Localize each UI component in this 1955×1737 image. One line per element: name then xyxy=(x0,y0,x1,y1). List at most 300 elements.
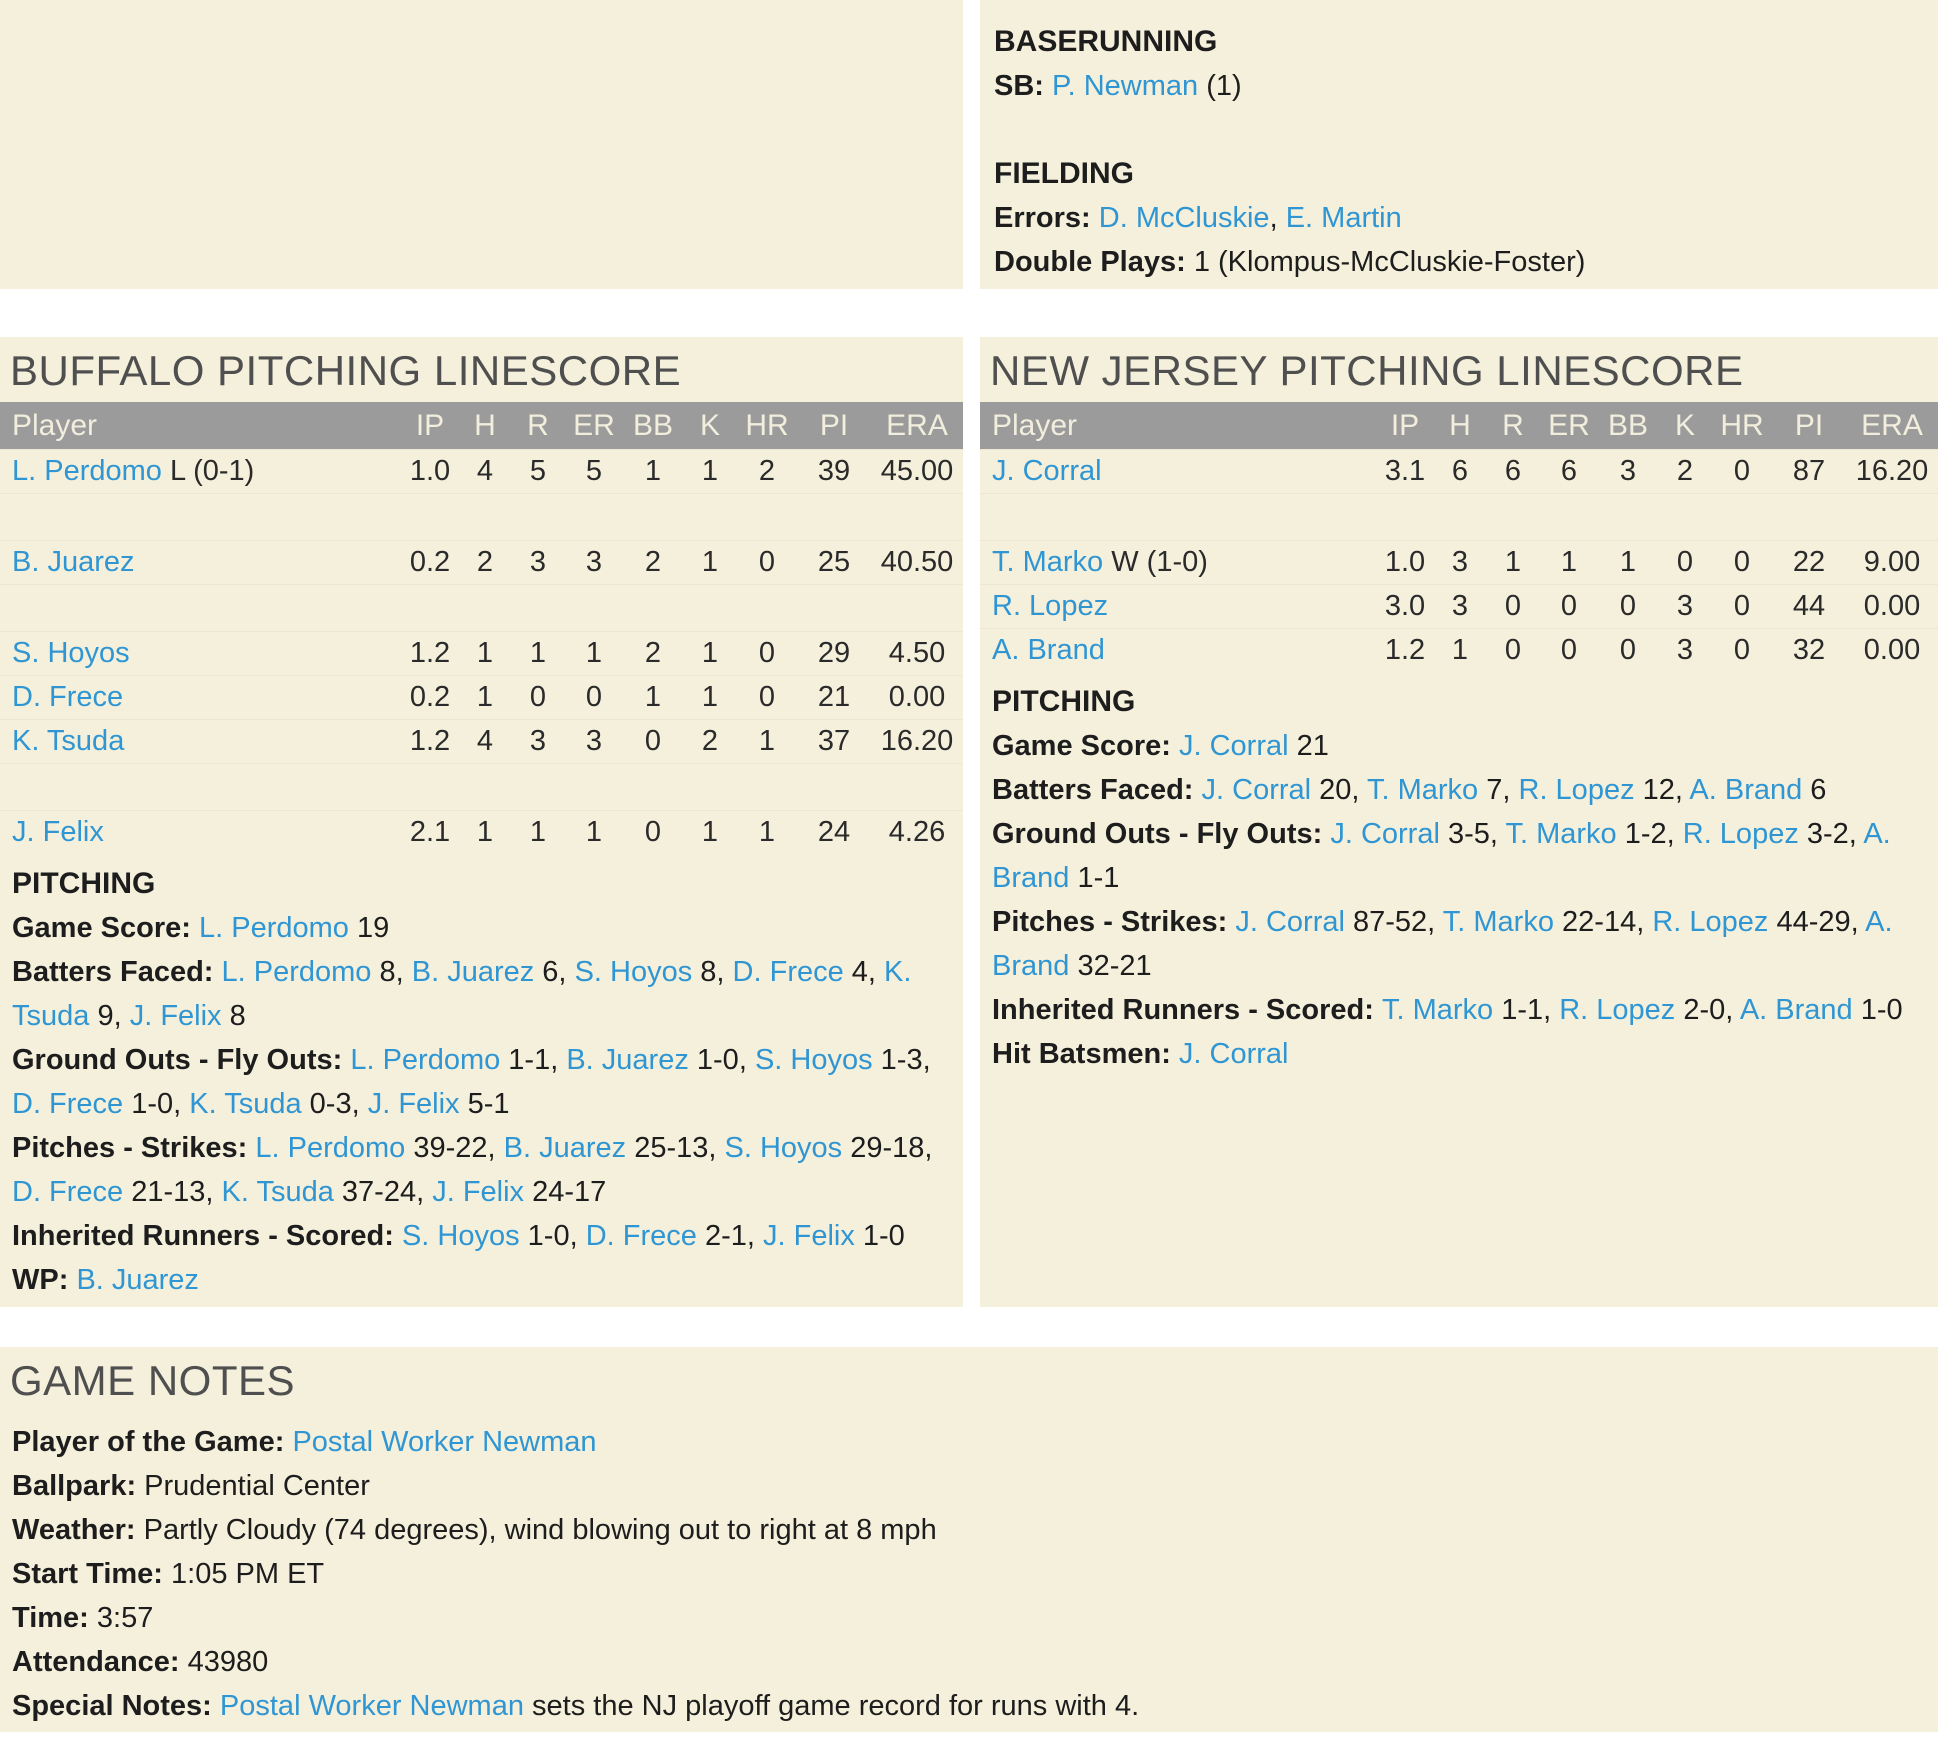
player-link[interactable]: A. Brand xyxy=(992,818,1891,894)
stat-cell: 0 xyxy=(1619,634,1637,666)
column-header: K xyxy=(699,408,720,442)
column-header: PI xyxy=(1794,408,1824,442)
stat-cell: 3.1 xyxy=(1384,455,1426,487)
stat-text: 32-21 xyxy=(1069,950,1152,982)
stat-text: 43980 xyxy=(187,1646,269,1678)
player-link[interactable]: A. Brand xyxy=(1689,774,1803,806)
player-link[interactable]: J. Felix xyxy=(129,1000,222,1032)
baserunning-fielding-panel xyxy=(980,0,1938,289)
stat-text: 9, xyxy=(89,1000,130,1032)
stat-text: 1-1, xyxy=(500,1044,567,1076)
player-link[interactable]: T. Marko xyxy=(1442,906,1554,938)
empty-row xyxy=(980,493,1938,540)
empty-row xyxy=(0,493,963,540)
stolen-bases-line xyxy=(994,64,1924,108)
result-decoration: L (0-1) xyxy=(161,455,255,487)
stat-cell: 0 xyxy=(1619,590,1637,622)
player-link[interactable]: P. Newman xyxy=(1052,70,1199,102)
stat-cell: 1 xyxy=(476,816,494,848)
stat-line xyxy=(12,1684,1926,1728)
pitcher-row xyxy=(0,810,963,854)
stat-text: 21-13, xyxy=(123,1176,222,1208)
player-link[interactable]: B. Juarez xyxy=(411,956,535,988)
player-link[interactable]: B. Juarez xyxy=(503,1132,627,1164)
stat-text: 19 xyxy=(348,912,390,944)
stat-text: 8, xyxy=(371,956,412,988)
stat-cell: 1 xyxy=(701,681,719,713)
player-link[interactable]: S. Hoyos xyxy=(724,1132,843,1164)
stat-text: 0-3, xyxy=(301,1088,368,1120)
stat-line xyxy=(12,906,951,950)
column-header: R xyxy=(1502,408,1524,442)
linescore-header xyxy=(980,402,1938,449)
stat-cell: 0 xyxy=(1504,590,1522,622)
stat-line xyxy=(12,1126,951,1214)
player-link[interactable]: E. Martin xyxy=(1285,202,1402,234)
pitcher-row xyxy=(980,584,1938,628)
stat-text: 3-2, xyxy=(1798,818,1864,850)
pitcher-row xyxy=(0,449,963,493)
player-link[interactable]: D. Frece xyxy=(585,1220,697,1252)
player-link[interactable]: T. Marko xyxy=(992,546,1104,578)
player-link[interactable]: S. Hoyos xyxy=(574,956,693,988)
pitcher-row xyxy=(0,631,963,675)
stat-cell: 6 xyxy=(1504,455,1522,487)
column-header: HR xyxy=(745,408,789,442)
stat-cell: 0 xyxy=(1733,455,1751,487)
player-link[interactable]: B. Juarez xyxy=(76,1264,199,1296)
stat-label: Pitches - Strikes: xyxy=(12,1132,256,1164)
pitcher-row xyxy=(980,628,1938,672)
stat-cell: 0.00 xyxy=(1863,634,1921,666)
stat-cell: 37 xyxy=(817,725,851,757)
pitcher-row xyxy=(0,675,963,719)
stat-line xyxy=(12,1420,1926,1464)
stat-label: Pitches - Strikes: xyxy=(992,906,1236,938)
player-cell xyxy=(0,681,401,714)
stat-cell: 3 xyxy=(1676,634,1694,666)
stat-cell: 40.50 xyxy=(880,546,954,578)
stat-label: Special Notes: xyxy=(12,1690,220,1722)
stat-line xyxy=(12,1508,1926,1552)
stat-text: 3-5, xyxy=(1439,818,1506,850)
player-link[interactable]: D. Frece xyxy=(12,681,124,713)
stat-cell: 0 xyxy=(758,637,776,669)
stat-label: Attendance: xyxy=(12,1646,188,1678)
player-link[interactable]: S. Hoyos xyxy=(12,637,130,669)
stat-cell: 2 xyxy=(701,725,719,757)
player-link[interactable]: L. Perdomo xyxy=(255,1132,406,1164)
empty-row xyxy=(0,763,963,810)
stat-text: 24-17 xyxy=(524,1176,607,1208)
stat-cell: 0 xyxy=(1504,634,1522,666)
column-header: Player xyxy=(12,408,98,442)
player-cell xyxy=(0,637,401,670)
stat-cell: 1.0 xyxy=(1384,546,1426,578)
stat-cell: 4 xyxy=(476,455,494,487)
stat-cell: 4 xyxy=(476,725,494,757)
stat-cell: 1 xyxy=(529,637,547,669)
stat-label: Batters Faced: xyxy=(992,774,1202,806)
stat-cell: 1 xyxy=(1504,546,1522,578)
stat-text: 1-3, xyxy=(872,1044,931,1076)
stat-label: Game Score: xyxy=(12,912,199,944)
stat-text: 1-1, xyxy=(1493,994,1560,1026)
stat-text: 8 xyxy=(221,1000,246,1032)
stat-line xyxy=(992,900,1926,988)
stat-cell: 0 xyxy=(1560,590,1578,622)
stat-text: Partly Cloudy (74 degrees), wind blowing out to right at 8 mph xyxy=(143,1514,937,1546)
player-link[interactable]: D. Frece xyxy=(12,1088,124,1120)
player-link[interactable]: D. McCluskie xyxy=(1098,202,1270,234)
stat-cell: 1.2 xyxy=(1384,634,1426,666)
stat-cell: 5 xyxy=(585,455,603,487)
player-link[interactable]: J. Corral xyxy=(1330,818,1440,850)
new-jersey-pitching-details xyxy=(980,672,1938,1076)
stat-cell: 3 xyxy=(585,546,603,578)
stat-cell: 1 xyxy=(701,455,719,487)
stat-cell: 0.00 xyxy=(1863,590,1921,622)
stat-cell: 2 xyxy=(758,455,776,487)
player-cell xyxy=(0,816,401,849)
stat-label: Errors: xyxy=(994,202,1099,234)
stat-text: 3:57 xyxy=(96,1602,154,1634)
stat-text: 1-0, xyxy=(123,1088,190,1120)
empty-row xyxy=(0,584,963,631)
stat-cell: 1 xyxy=(1560,546,1578,578)
column-header: BB xyxy=(1607,408,1649,442)
stat-cell: 0 xyxy=(1560,634,1578,666)
stat-cell: 0 xyxy=(644,816,662,848)
player-link[interactable]: J. Corral xyxy=(1235,906,1345,938)
stat-cell: 16.20 xyxy=(880,725,954,757)
stat-text: 6 xyxy=(1802,774,1827,806)
new-jersey-linescore-title: NEW JERSEY PITCHING LINESCORE xyxy=(990,347,1744,394)
player-link[interactable]: K. Tsuda xyxy=(12,956,912,1032)
column-header: ER xyxy=(573,408,615,442)
column-header: BB xyxy=(632,408,674,442)
stat-cell: 1 xyxy=(1619,546,1637,578)
stat-cell: 0 xyxy=(758,681,776,713)
stat-text: 1 (Klompus-McCluskie-Foster) xyxy=(1193,246,1586,278)
player-link[interactable]: J. Corral xyxy=(1178,730,1289,762)
stat-text: 1-0, xyxy=(519,1220,586,1252)
stat-line xyxy=(12,1552,1926,1596)
player-link[interactable]: A. Brand xyxy=(1739,994,1853,1026)
new-jersey-pitching-lines xyxy=(992,724,1926,1076)
stat-label: Inherited Runners - Scored: xyxy=(12,1220,402,1252)
player-link[interactable]: Postal Worker Newman xyxy=(292,1426,597,1458)
stat-cell: 3.0 xyxy=(1384,590,1426,622)
player-link[interactable]: T. Marko xyxy=(1367,774,1479,806)
player-link[interactable]: J. Felix xyxy=(367,1088,460,1120)
column-header: H xyxy=(1449,408,1471,442)
pitcher-row xyxy=(0,719,963,763)
stat-text: 1-2, xyxy=(1616,818,1683,850)
player-link[interactable]: J. Corral xyxy=(992,455,1102,487)
player-cell xyxy=(0,546,401,579)
stat-cell: 1 xyxy=(476,637,494,669)
stat-cell: 1 xyxy=(1451,634,1469,666)
stat-text: 1-0 xyxy=(1852,994,1903,1026)
stat-line xyxy=(992,1032,1926,1076)
stat-cell: 6 xyxy=(1560,455,1578,487)
stat-text: 8, xyxy=(692,956,733,988)
stat-line xyxy=(12,1258,951,1302)
stat-label: Player of the Game: xyxy=(12,1426,293,1458)
player-link[interactable]: J. Felix xyxy=(432,1176,525,1208)
stat-cell: 3 xyxy=(529,546,547,578)
stat-cell: 44 xyxy=(1792,590,1826,622)
stat-label: WP: xyxy=(12,1264,77,1296)
stat-label: Inherited Runners - Scored: xyxy=(992,994,1382,1026)
stat-cell: 2.1 xyxy=(409,816,451,848)
stat-text: 22-14, xyxy=(1553,906,1653,938)
stat-cell: 3 xyxy=(1619,455,1637,487)
player-link[interactable]: R. Lopez xyxy=(1518,774,1635,806)
stat-cell: 1.0 xyxy=(409,455,451,487)
player-link[interactable]: J. Felix xyxy=(763,1220,855,1252)
player-link[interactable]: L. Perdomo xyxy=(221,956,372,988)
linescore-header xyxy=(0,402,963,449)
stat-cell: 9.00 xyxy=(1863,546,1921,578)
stat-cell: 3 xyxy=(1676,590,1694,622)
player-link[interactable]: D. Frece xyxy=(12,1176,124,1208)
stat-cell: 3 xyxy=(1451,590,1469,622)
stat-text: 39-22, xyxy=(405,1132,504,1164)
player-cell xyxy=(980,546,1376,579)
stat-cell: 1 xyxy=(585,816,603,848)
player-link[interactable]: J. Corral xyxy=(1178,1038,1289,1070)
new-jersey-pitching-heading: PITCHING xyxy=(992,685,1136,718)
buffalo-pitching-lines xyxy=(12,906,951,1302)
stat-text: 29-18, xyxy=(842,1132,933,1164)
stat-cell: 5 xyxy=(529,455,547,487)
stat-text: 25-13, xyxy=(626,1132,725,1164)
stat-cell: 29 xyxy=(817,637,851,669)
game-notes-title: GAME NOTES xyxy=(10,1357,296,1404)
stat-cell: 0 xyxy=(644,725,662,757)
stat-cell: 87 xyxy=(1792,455,1826,487)
stat-label: Time: xyxy=(12,1602,97,1634)
stat-cell: 1.2 xyxy=(409,725,451,757)
stat-label: Start Time: xyxy=(12,1558,172,1590)
player-link[interactable]: A. Brand xyxy=(992,906,1893,982)
stat-text: 20, xyxy=(1311,774,1367,806)
stat-cell: 1 xyxy=(585,637,603,669)
new-jersey-pitching-panel xyxy=(980,337,1938,1307)
player-link[interactable]: J. Corral xyxy=(1201,774,1312,806)
fielding-heading: FIELDING xyxy=(994,157,1134,190)
stat-text: 12, xyxy=(1634,774,1690,806)
stat-cell: 0 xyxy=(585,681,603,713)
column-header: Player xyxy=(992,408,1078,442)
column-header: PI xyxy=(819,408,849,442)
player-cell xyxy=(0,455,401,488)
left-top-panel-empty xyxy=(0,0,963,289)
player-link[interactable]: Postal Worker Newman xyxy=(219,1690,524,1722)
stat-text: 2-1, xyxy=(696,1220,763,1252)
stat-cell: 1 xyxy=(644,681,662,713)
stat-cell: 39 xyxy=(817,455,851,487)
stat-cell: 1 xyxy=(529,816,547,848)
game-notes-panel xyxy=(0,1347,1938,1732)
stat-text: 5-1 xyxy=(459,1088,510,1120)
stat-cell: 0.2 xyxy=(409,546,451,578)
result-decoration: W (1-0) xyxy=(1103,546,1208,578)
stat-text: 37-24, xyxy=(333,1176,433,1208)
column-header: ERA xyxy=(886,408,948,442)
player-link[interactable]: A. Brand xyxy=(992,634,1105,666)
stat-cell: 1 xyxy=(701,546,719,578)
player-link[interactable]: T. Marko xyxy=(1381,994,1494,1026)
stat-text: 6, xyxy=(534,956,575,988)
player-link[interactable]: R. Lopez xyxy=(1559,994,1676,1026)
stat-line xyxy=(992,812,1926,900)
player-link[interactable]: K. Tsuda xyxy=(12,725,125,757)
stat-label: Ground Outs - Fly Outs: xyxy=(992,818,1331,850)
column-header: HR xyxy=(1720,408,1764,442)
stat-cell: 1 xyxy=(758,725,776,757)
stat-text: Prudential Center xyxy=(144,1470,370,1502)
stat-label: Double Plays: xyxy=(994,246,1194,278)
stat-line xyxy=(992,768,1926,812)
stat-cell: 6 xyxy=(1451,455,1469,487)
stat-cell: 3 xyxy=(1451,546,1469,578)
stat-text: 87-52, xyxy=(1344,906,1443,938)
pitcher-row xyxy=(980,449,1938,493)
player-link[interactable]: L. Perdomo xyxy=(198,912,349,944)
stat-cell: 0.00 xyxy=(888,681,946,713)
player-link[interactable]: K. Tsuda xyxy=(221,1176,334,1208)
stat-cell: 4.50 xyxy=(888,637,946,669)
stat-label: Hit Batsmen: xyxy=(992,1038,1179,1070)
new-jersey-linescore-table xyxy=(980,402,1938,672)
stat-line xyxy=(992,724,1926,768)
stat-cell: 45.00 xyxy=(880,455,954,487)
stat-line xyxy=(12,950,951,1038)
spacer xyxy=(994,108,1924,152)
stat-cell: 2 xyxy=(1676,455,1694,487)
stat-text: 44-29, xyxy=(1768,906,1866,938)
stat-cell: 0 xyxy=(1733,634,1751,666)
stat-cell: 0 xyxy=(1676,546,1694,578)
column-header: IP xyxy=(415,408,445,442)
column-header: R xyxy=(527,408,549,442)
stat-cell: 2 xyxy=(476,546,494,578)
stat-line xyxy=(12,1640,1926,1684)
buffalo-pitching-panel xyxy=(0,337,963,1307)
game-notes-lines xyxy=(0,1412,1938,1728)
stat-cell: 1 xyxy=(476,681,494,713)
pitcher-row xyxy=(980,540,1938,584)
player-link[interactable]: T. Marko xyxy=(1505,818,1617,850)
player-link[interactable]: B. Juarez xyxy=(566,1044,689,1076)
player-link[interactable]: S. Hoyos xyxy=(401,1220,520,1252)
stat-label: SB: xyxy=(994,70,1052,102)
stat-text: sets the NJ playoff game record for runs with 4. xyxy=(523,1690,1140,1722)
stat-text: 4, xyxy=(843,956,885,988)
column-header: K xyxy=(1674,408,1695,442)
player-cell xyxy=(0,725,401,758)
stat-text: (1) xyxy=(1198,70,1242,102)
stat-cell: 0 xyxy=(758,546,776,578)
stat-cell: 2 xyxy=(644,546,662,578)
column-header: ERA xyxy=(1861,408,1923,442)
buffalo-linescore-title: BUFFALO PITCHING LINESCORE xyxy=(10,347,682,394)
stat-cell: 21 xyxy=(817,681,851,713)
baserunning-heading: BASERUNNING xyxy=(994,25,1218,58)
stat-cell: 0.2 xyxy=(409,681,451,713)
stat-cell: 2 xyxy=(644,637,662,669)
stat-cell: 0 xyxy=(1733,590,1751,622)
player-cell xyxy=(980,590,1376,623)
stat-label: Game Score: xyxy=(992,730,1179,762)
player-link[interactable]: R. Lopez xyxy=(1652,906,1769,938)
player-link[interactable]: K. Tsuda xyxy=(189,1088,302,1120)
stat-text: 1-0 xyxy=(854,1220,905,1252)
stat-line xyxy=(12,1464,1926,1508)
stat-line xyxy=(12,1596,1926,1640)
player-link[interactable]: R. Lopez xyxy=(992,590,1109,622)
stat-line xyxy=(12,1214,951,1258)
player-link[interactable]: L. Perdomo xyxy=(350,1044,501,1076)
buffalo-pitching-details xyxy=(0,854,963,1302)
stat-cell: 22 xyxy=(1792,546,1826,578)
stat-cell: 1 xyxy=(644,455,662,487)
player-link[interactable]: B. Juarez xyxy=(12,546,135,578)
stat-cell: 32 xyxy=(1792,634,1826,666)
stat-text: , xyxy=(1269,202,1286,234)
player-link[interactable]: J. Felix xyxy=(12,816,104,848)
stat-label: Ground Outs - Fly Outs: xyxy=(12,1044,351,1076)
player-cell xyxy=(980,455,1376,488)
stat-cell: 4.26 xyxy=(888,816,946,848)
column-header: ER xyxy=(1548,408,1590,442)
stat-text: 1-0, xyxy=(688,1044,755,1076)
column-header: H xyxy=(474,408,496,442)
stat-text: 7, xyxy=(1478,774,1519,806)
stat-label: Batters Faced: xyxy=(12,956,222,988)
stat-cell: 24 xyxy=(817,816,851,848)
stat-cell: 1 xyxy=(758,816,776,848)
player-link[interactable]: D. Frece xyxy=(732,956,844,988)
buffalo-linescore-table xyxy=(0,402,963,854)
stat-text: 21 xyxy=(1288,730,1329,762)
stat-line xyxy=(12,1038,951,1126)
stat-text: 1-1 xyxy=(1069,862,1120,894)
stat-cell: 3 xyxy=(585,725,603,757)
double-plays-line xyxy=(994,240,1924,284)
player-link[interactable]: R. Lopez xyxy=(1682,818,1799,850)
column-header: IP xyxy=(1390,408,1420,442)
player-cell xyxy=(980,634,1376,667)
stat-cell: 1 xyxy=(701,816,719,848)
errors-line xyxy=(994,196,1924,240)
player-link[interactable]: L. Perdomo xyxy=(12,455,162,487)
player-link[interactable]: S. Hoyos xyxy=(754,1044,873,1076)
stat-cell: 3 xyxy=(529,725,547,757)
baserunning-fielding-block xyxy=(980,0,1938,284)
stat-cell: 16.20 xyxy=(1855,455,1929,487)
stat-label: Ballpark: xyxy=(12,1470,145,1502)
pitcher-row xyxy=(0,540,963,584)
stat-cell: 25 xyxy=(817,546,851,578)
stat-text: 2-0, xyxy=(1675,994,1740,1026)
stat-cell: 1 xyxy=(701,637,719,669)
stat-cell: 0 xyxy=(529,681,547,713)
stat-cell: 0 xyxy=(1733,546,1751,578)
